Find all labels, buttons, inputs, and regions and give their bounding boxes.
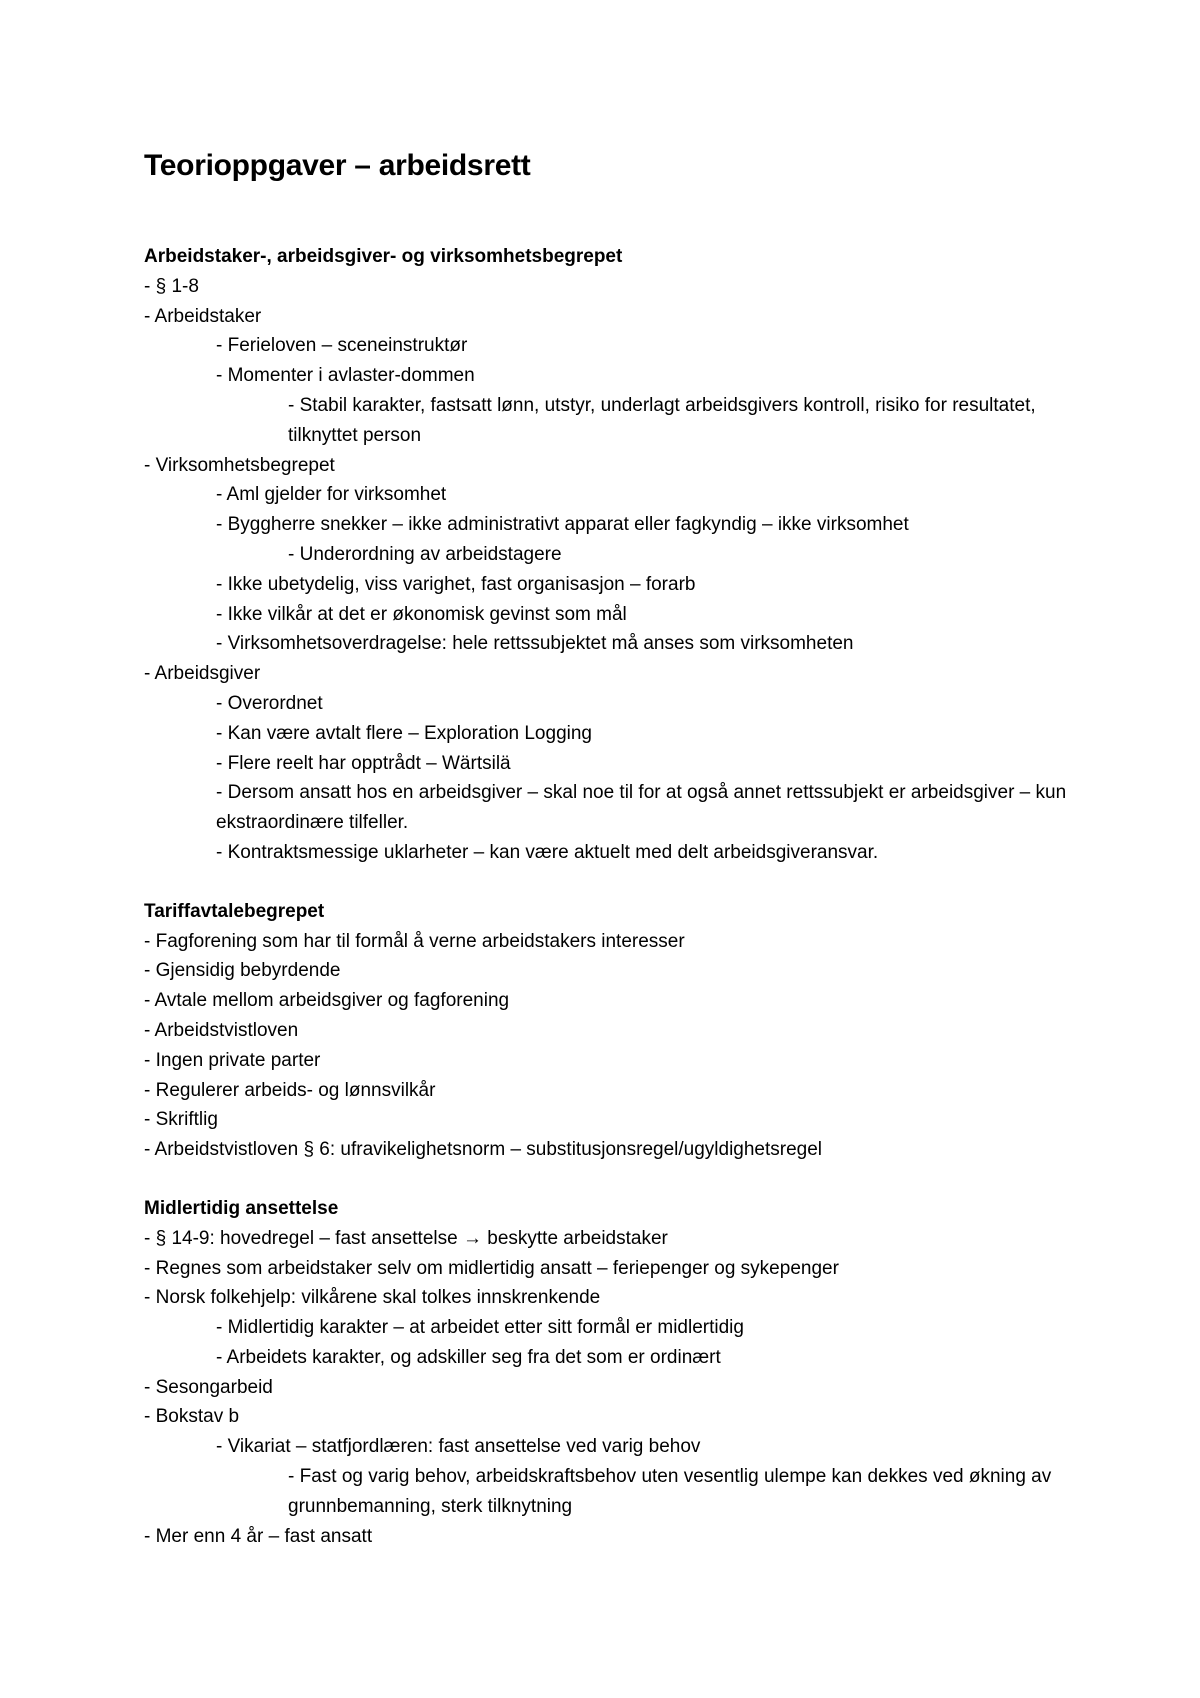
bullet-line: - Arbeidstaker: [144, 305, 262, 327]
bullet-line: - Norsk folkehjelp: vilkårene skal tolkes innskrenkende: [144, 1287, 601, 1309]
bullet-line: - Flere reelt har opptrådt – Wärtsilä: [216, 752, 511, 774]
section-heading: Arbeidstaker-, arbeidsgiver- og virksomhetsbegrepet: [144, 246, 623, 267]
section-heading: Midlertidig ansettelse: [144, 1197, 339, 1219]
bullet-line: - Aml gjelder for virksomhet: [216, 484, 447, 506]
section: [144, 897, 1120, 1165]
bullet-line: - Mer enn 4 år – fast ansatt: [144, 1525, 373, 1547]
bullet-line: - Sesongarbeid: [144, 1376, 273, 1398]
document-title: Teorioppgaver – arbeidsrett: [144, 149, 531, 182]
bullet-line: - Midlertidig karakter – at arbeidet etter sitt formål er midlertidig: [216, 1317, 744, 1339]
bullet-line: - Overordnet: [216, 692, 323, 714]
bullet-line: - Momenter i avlaster-dommen: [216, 365, 475, 387]
bullet-line: - Regulerer arbeids- og lønnsvilkår: [144, 1079, 436, 1101]
bullet-line: - § 14-9: hovedregel – fast ansettelse → beskytte arbeidstaker: [144, 1227, 668, 1249]
bullet-line: - Avtale mellom arbeidsgiver og fagforening: [144, 990, 510, 1012]
bullet-line: - Byggherre snekker – ikke administrativt apparat eller fagkyndig – ikke virksomhet: [216, 514, 909, 536]
bullet-line: - Regnes som arbeidstaker selv om midlertidig ansatt – feriepenger og sykepenger: [144, 1257, 839, 1279]
section-heading: Tariffavtalebegrepet: [144, 900, 325, 922]
bullet-line: - Ikke vilkår at det er økonomisk gevinst som mål: [216, 603, 627, 625]
bullet-line: - Virksomhetsoverdragelse: hele rettssubjektet må anses som virksomheten: [216, 633, 854, 655]
bullet-line: - Vikariat – statfjordlæren: fast ansettelse ved varig behov: [216, 1436, 701, 1458]
section: [144, 242, 1120, 868]
bullet-line: - Dersom ansatt hos en arbeidsgiver – skal noe til for at også annet rettssubjekt er arbeidsgiver – kun ekstraordinære tilfeller.: [216, 782, 1067, 834]
bullet-line: - Arbeidets karakter, og adskiller seg fra det som er ordinært: [216, 1346, 721, 1368]
bullet-line: - Ferieloven – sceneinstruktør: [216, 335, 468, 357]
bullet-line: - Virksomhetsbegrepet: [144, 454, 335, 476]
bullet-line: - Arbeidstvistloven: [144, 1019, 299, 1041]
bullet-line: - Bokstav b: [144, 1406, 240, 1428]
bullet-line: - Stabil karakter, fastsatt lønn, utstyr, underlagt arbeidsgivers kontroll, risiko for resultatet, tilknyttet person: [288, 394, 1036, 446]
bullet-line: - Gjensidig bebyrdende: [144, 960, 341, 982]
section: [144, 1194, 1120, 1552]
bullet-line: - § 1-8: [144, 275, 199, 297]
bullet-line: - Kontraktsmessige uklarheter – kan være aktuelt med delt arbeidsgiveransvar.: [216, 841, 879, 863]
bullet-line: - Underordning av arbeidstagere: [288, 543, 562, 565]
bullet-line: - Skriftlig: [144, 1109, 218, 1131]
bullet-line: - Ingen private parter: [144, 1049, 321, 1071]
bullet-line: - Kan være avtalt flere – Exploration Logging: [216, 722, 592, 744]
bullet-line: - Arbeidsgiver: [144, 663, 261, 685]
document-body: [144, 242, 1120, 1551]
bullet-line: - Fagforening som har til formål å verne arbeidstakers interesser: [144, 930, 685, 952]
bullet-line: - Ikke ubetydelig, viss varighet, fast organisasjon – forarb: [216, 573, 696, 595]
bullet-line: - Fast og varig behov, arbeidskraftsbehov uten vesentlig ulempe kan dekkes ved økning av grunnbemanning, sterk tilknytning: [288, 1466, 1052, 1517]
bullet-line: - Arbeidstvistloven § 6: ufravikelighetsnorm – substitusjonsregel/ugyldighetsregel: [144, 1139, 823, 1161]
